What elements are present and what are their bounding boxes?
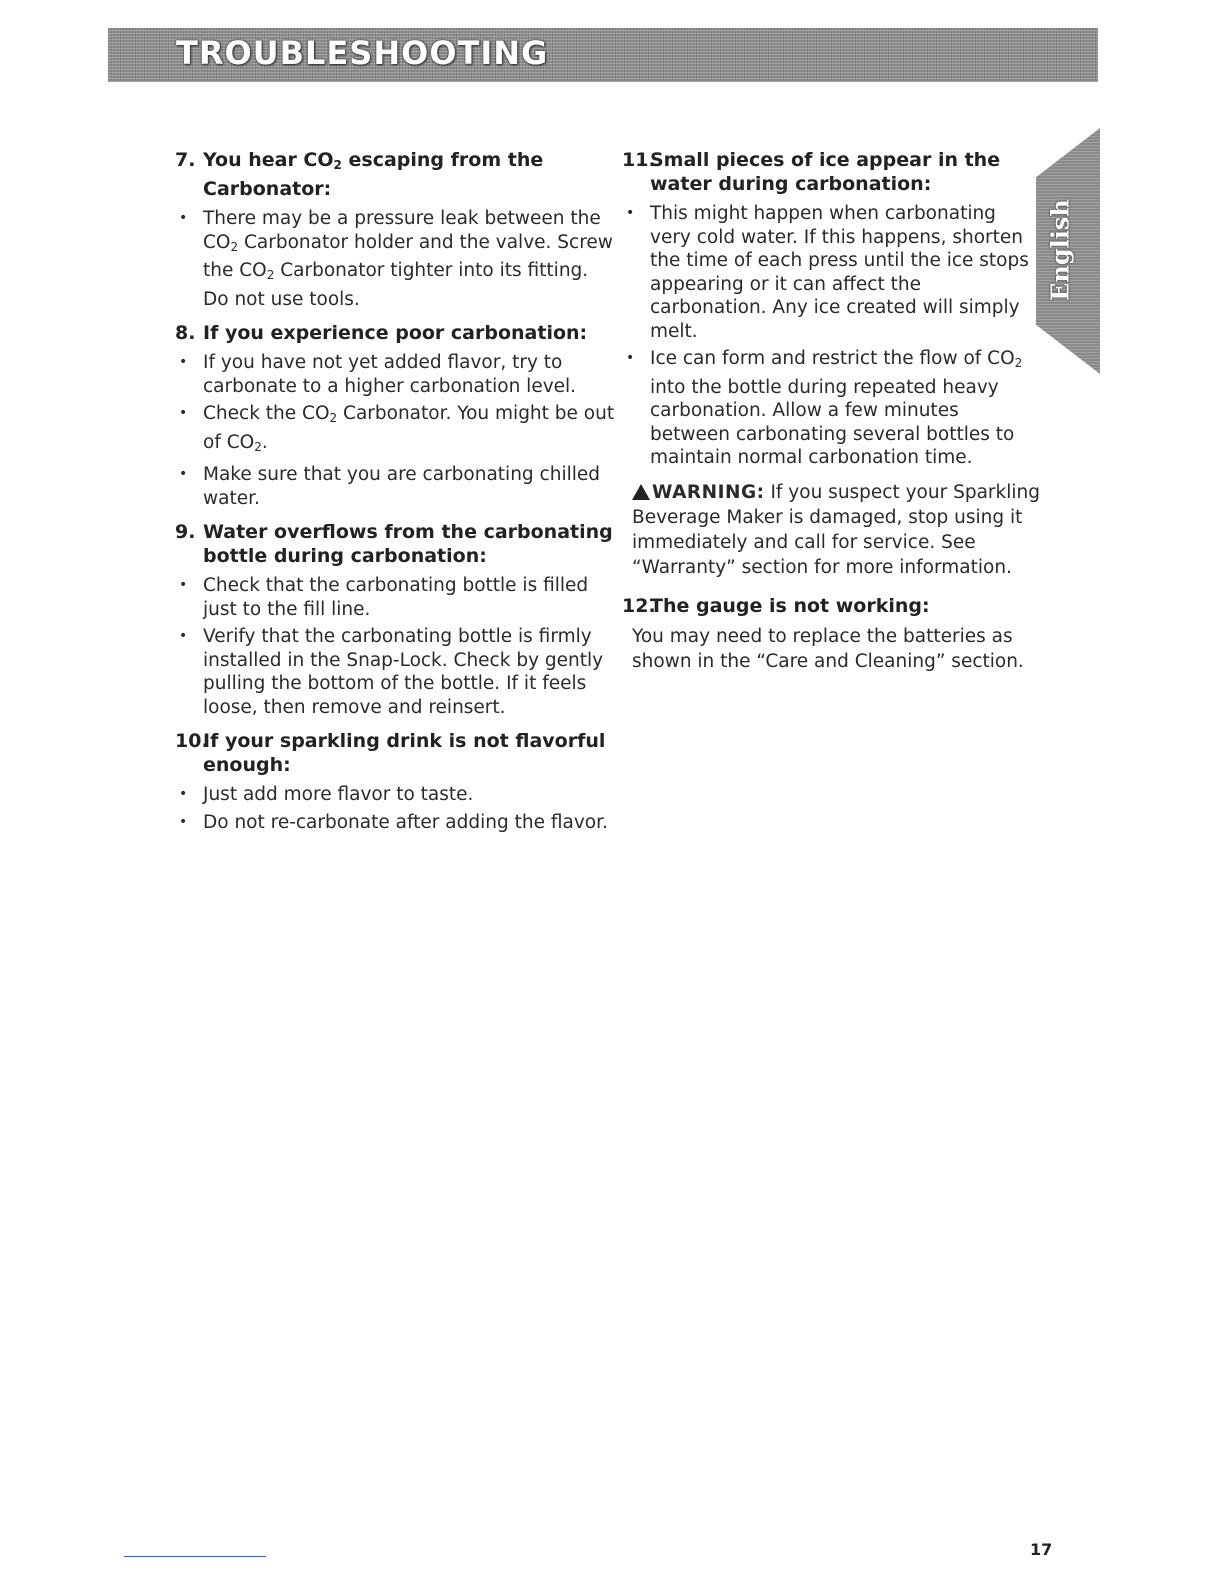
text: Verify that the carbonating bottle is firmly installed in the Snap-Lock. Check by gently pulling the bottom of the bottle. If it feels loose, then remove and reinsert. [203, 626, 604, 718]
list-item [622, 347, 1042, 470]
section-9 [175, 520, 615, 719]
section-8 [175, 321, 615, 510]
text: If you have not yet added flavor, try to carbonate to a higher carbonation level. [203, 352, 577, 397]
bullet-icon: • [179, 628, 188, 644]
warning-triangle-icon [632, 484, 650, 500]
text: Do not re-carbonate after adding the flavor. [203, 811, 608, 833]
subscript: 2 [329, 411, 338, 425]
list-item [175, 574, 615, 621]
bullet-icon: • [179, 786, 188, 802]
section-7 [175, 148, 615, 311]
bullet-icon: • [179, 405, 188, 421]
footer-divider [124, 1556, 266, 1557]
text: There may be a pressure leak between the CO [203, 208, 601, 253]
bullet-icon: • [626, 205, 635, 221]
heading-text: Water overflows from the carbonating bottle during carbonation: [203, 521, 613, 567]
section-12-heading [622, 594, 1042, 618]
list-item [622, 202, 1042, 343]
text: Check the CO [203, 403, 330, 424]
section-10 [175, 729, 615, 834]
warning-label: WARNING: [652, 481, 765, 503]
subscript: 2 [254, 439, 262, 454]
heading-text: Small pieces of ice appear in the water during carbonation: [650, 149, 1001, 195]
bullet-icon: • [626, 350, 635, 366]
list-item [175, 402, 615, 459]
section-12-text: You may need to replace the batteries as shown in the “Care and Cleaning” section. [632, 625, 1024, 672]
text: Check that the carbonating bottle is filled just to the fill line. [203, 575, 589, 620]
section-number: 7. [175, 149, 196, 171]
heading-text: The gauge is not working: [650, 594, 930, 617]
section-number: 10. [175, 730, 209, 752]
list-item [175, 351, 615, 398]
header-banner [108, 28, 1098, 82]
text: Carbonator holder and the valve. Screw the CO [203, 231, 613, 281]
bullet-icon: • [179, 577, 188, 593]
left-column [175, 148, 615, 844]
list-item [175, 207, 615, 311]
section-number: 11. [622, 149, 656, 171]
text: . [261, 431, 268, 453]
warning-text: If you suspect your Sparkling Beverage Maker is damaged, stop using it immediately and call for service. See “Warranty” section for more information. [632, 481, 1040, 578]
heading-text: You hear CO [203, 149, 334, 171]
list-item [175, 625, 615, 719]
section-11-heading [622, 148, 1042, 196]
text: Just add more flavor to taste. [203, 784, 474, 805]
warning-block [632, 480, 1042, 580]
subscript: 2 [230, 239, 239, 254]
list-item [175, 811, 615, 835]
subscript: 2 [266, 268, 275, 282]
section-number: 8. [175, 322, 196, 344]
bullet-icon: • [179, 466, 188, 482]
language-tab-label: English [1045, 199, 1075, 301]
bullet-icon: • [179, 354, 188, 370]
page-title: TROUBLESHOOTING [176, 34, 549, 72]
page-number: 17 [1030, 1540, 1053, 1559]
text: Carbonator tighter into its fitting. Do not use tools. [203, 260, 589, 310]
section-number: 9. [175, 521, 196, 543]
bullet-icon: • [179, 813, 188, 830]
text: Make sure that you are carbonating chilled water. [203, 464, 600, 509]
section-12 [622, 594, 1042, 674]
text: Ice can form and restrict the flow of CO [650, 348, 1015, 369]
section-7-heading [175, 148, 615, 201]
subscript: 2 [1014, 356, 1023, 370]
heading-text: escaping from the Carbonator: [203, 149, 544, 200]
list-item [175, 463, 615, 510]
section-9-heading [175, 520, 615, 568]
section-8-heading [175, 321, 615, 345]
subscript: 2 [333, 158, 342, 172]
heading-text: If you experience poor carbonation: [203, 322, 588, 344]
section-10-heading [175, 729, 615, 777]
text: This might happen when carbonating very cold water. If this happens, shorten the time of each press until the ice stops appearing or it can affect the carbonation. Any ice created will simply melt. [650, 203, 1029, 342]
section-11 [622, 148, 1042, 470]
list-item [175, 783, 615, 807]
bullet-icon: • [179, 210, 188, 226]
right-column [622, 148, 1042, 684]
text: into the bottle during repeated heavy carbonation. Allow a few minutes between carbonating several bottles to maintain normal carbonation time. [650, 376, 1015, 468]
text: Carbonator. You might be out of CO [203, 403, 615, 453]
section-number: 12. [622, 594, 656, 617]
heading-text: If your sparkling drink is not flavorful enough: [203, 730, 606, 776]
